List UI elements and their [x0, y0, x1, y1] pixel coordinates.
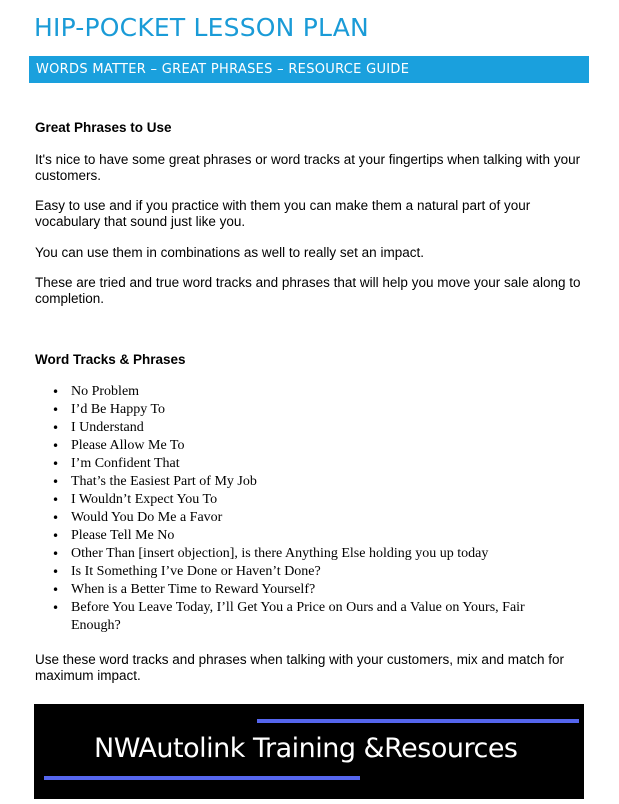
document-title: HIP-POCKET LESSON PLAN	[34, 13, 369, 42]
intro-paragraph-2: Easy to use and if you practice with them you can make them a natural part of your vocabulary that sound just like you.	[35, 198, 531, 229]
list-item: • That’s the Easiest Part of My Job	[0, 473, 561, 491]
intro-paragraph-1: It's nice to have some great phrases or word tracks at your fingertips when talking with your customers.	[35, 152, 581, 183]
intro-paragraph-3: You can use them in combinations as well to really set an impact.	[35, 245, 424, 260]
brand-banner	[34, 704, 584, 799]
list-item: • Before You Leave Today, I’ll Get You a Price on Ours and a Value on Yours, Fair Enough?	[0, 599, 561, 635]
document-subtitle: WORDS MATTER – GREAT PHRASES – RESOURCE GUIDE	[36, 62, 410, 77]
banner-accent-line-top	[257, 719, 579, 723]
list-item: • Is It Something I’ve Done or Haven’t Done?	[0, 563, 561, 581]
intro-paragraph-4: These are tried and true word tracks and phrases that will help you move your sale along to completion.	[35, 275, 581, 306]
banner-accent-line-bottom	[44, 776, 360, 780]
banner-logo-text: NWAutolink Training &Resources	[94, 733, 518, 764]
phrase-list	[0, 383, 561, 635]
section-heading-word-tracks: Word Tracks & Phrases	[35, 352, 186, 367]
section-heading-great-phrases: Great Phrases to Use	[35, 120, 172, 135]
list-item: • When is a Better Time to Reward Yourself?	[0, 581, 561, 599]
list-item: • No Problem	[0, 383, 561, 401]
subtitle-bar	[29, 56, 589, 83]
list-item: • I’d Be Happy To	[0, 401, 561, 419]
list-item: • I Wouldn’t Expect You To	[0, 491, 561, 509]
closing-paragraph: Use these word tracks and phrases when talking with your customers, mix and match for maximum impact.	[35, 652, 564, 683]
list-item: • I Understand	[0, 419, 561, 437]
list-item: • Please Tell Me No	[0, 527, 561, 545]
list-item: • Other Than [insert objection], is there Anything Else holding you up today	[0, 545, 561, 563]
list-item: • Please Allow Me To	[0, 437, 561, 455]
list-item: • Would You Do Me a Favor	[0, 509, 561, 527]
list-item: • I’m Confident That	[0, 455, 561, 473]
